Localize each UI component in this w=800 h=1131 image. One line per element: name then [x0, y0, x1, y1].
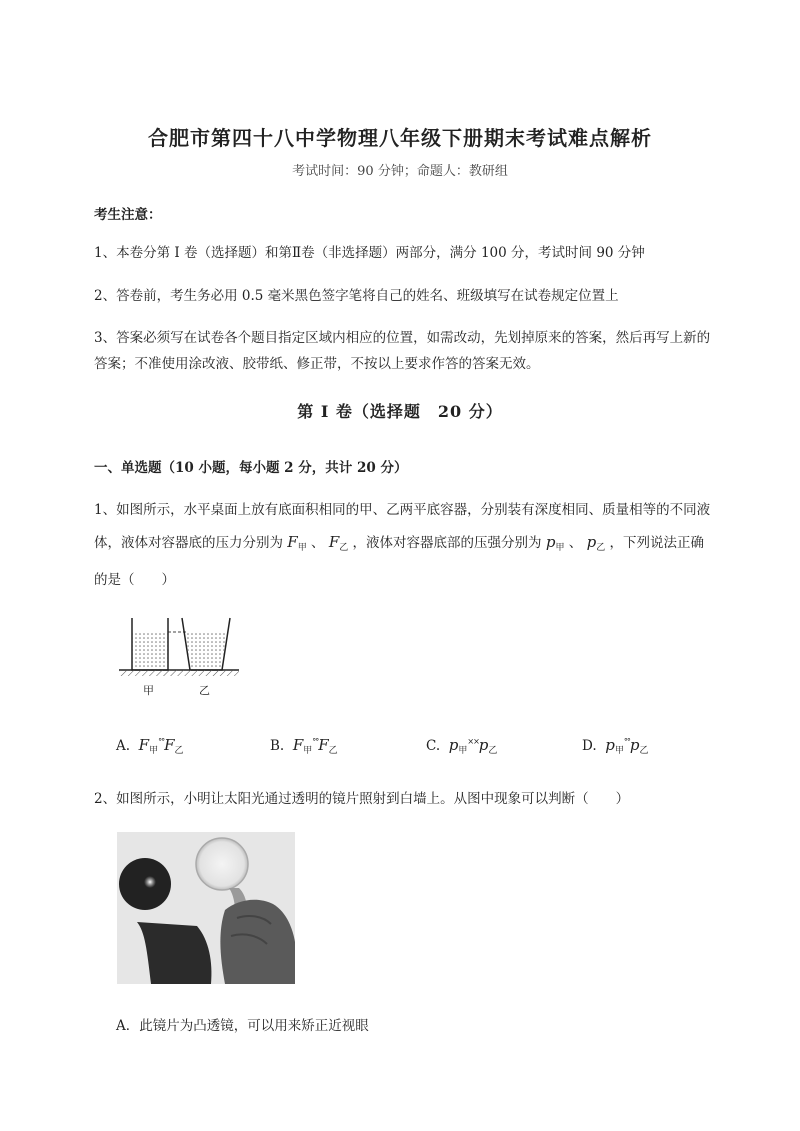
notice-item-2: 2、答卷前，考生务必用 0.5 毫米黑色签字笔将自己的姓名、班级填写在试卷规定位置上 — [94, 288, 619, 304]
separator: 、 — [306, 535, 329, 551]
q1-option-a[interactable] — [116, 736, 184, 756]
option-sub-right: 乙 — [328, 746, 338, 756]
question-1-text — [94, 494, 714, 596]
notice-item-1: 1、本卷分第 I 卷（选择题）和第Ⅱ卷（非选择题）两部分，满分 100 分，考试时间 90 分钟 — [94, 245, 645, 261]
option-var: F — [292, 736, 304, 754]
option-relation-mark: °° — [312, 737, 319, 746]
option-sub-right: 乙 — [639, 746, 649, 756]
option-var: p — [629, 736, 640, 754]
page-title: 合肥市第四十八中学物理八年级下册期末考试难点解析 — [148, 126, 652, 150]
option-relation-mark: ×× — [467, 737, 479, 746]
var-F: F — [287, 533, 298, 551]
question-type-heading: 一、单选题（10 小题，每小题 2 分，共计 20 分） — [94, 460, 408, 476]
q1-option-c[interactable] — [426, 736, 497, 756]
lens-photo — [117, 832, 295, 988]
option-sub-right: 乙 — [488, 746, 498, 756]
var-F: F — [328, 533, 340, 551]
option-letter: D. — [582, 738, 597, 754]
var-p: p — [586, 533, 597, 551]
option-var: F — [318, 736, 329, 754]
q1-option-d[interactable] — [582, 736, 648, 756]
option-sub-left: 甲 — [614, 746, 624, 756]
option-sub-left: 甲 — [458, 746, 468, 756]
option-var: p — [478, 736, 489, 754]
option-sub-left: 甲 — [303, 746, 313, 756]
option-relation-mark: °° — [623, 737, 630, 746]
section-title: 第 I 卷（选择题 20 分） — [297, 402, 503, 421]
option-sub-right: 乙 — [174, 746, 184, 756]
figure-label-yi: 乙 — [199, 684, 210, 697]
option-letter: C. — [426, 738, 441, 754]
option-letter: A. — [116, 738, 131, 754]
separator: 、 — [564, 535, 587, 551]
containers-figure — [114, 612, 244, 701]
notice-heading: 考生注意： — [94, 207, 162, 223]
q1-option-b[interactable] — [270, 736, 338, 756]
sub-jia: 甲 — [297, 543, 307, 553]
option-var: p — [605, 736, 615, 754]
var-p: p — [545, 533, 556, 551]
sub-jia: 甲 — [555, 543, 565, 553]
q1-part2: ，液体对容器底部的压强分别为 — [348, 535, 546, 551]
option-relation-mark: °° — [158, 737, 165, 746]
q2-option-a[interactable]: A．此镜片为凸透镜，可以用来矫正近视眼 — [116, 1018, 369, 1034]
option-var: p — [448, 736, 459, 754]
q1-part3: ，下列说法正确的是（ ） — [94, 535, 704, 588]
q1-part1: 1、如图所示，水平桌面上放有底面积相同的甲、乙两平底容器，分别装有深度相同、质量相等的不同液体，液体对容器底的压力分别为 — [94, 502, 711, 551]
notice-item-3: 3、答案必须写在试卷各个题目指定区域内相应的位置，如需改动，先划掉原来的答案，然后再写上新的答案；不准使用涂改液、胶带纸、修正带，不按以上要求作答的答案无效。 — [94, 330, 711, 372]
option-var: F — [138, 736, 150, 754]
sub-yi: 乙 — [339, 543, 349, 553]
question-2-text: 2、如图所示，小明让太阳光通过透明的镜片照射到白墙上。从图中现象可以判断（ ） — [94, 791, 630, 807]
exam-info: 考试时间：90 分钟；命题人：教研组 — [292, 164, 508, 179]
option-letter: B. — [270, 738, 285, 754]
figure-label-jia: 甲 — [143, 684, 154, 697]
option-sub-left: 甲 — [149, 746, 159, 756]
option-var: F — [164, 736, 175, 754]
sub-yi: 乙 — [596, 543, 606, 553]
